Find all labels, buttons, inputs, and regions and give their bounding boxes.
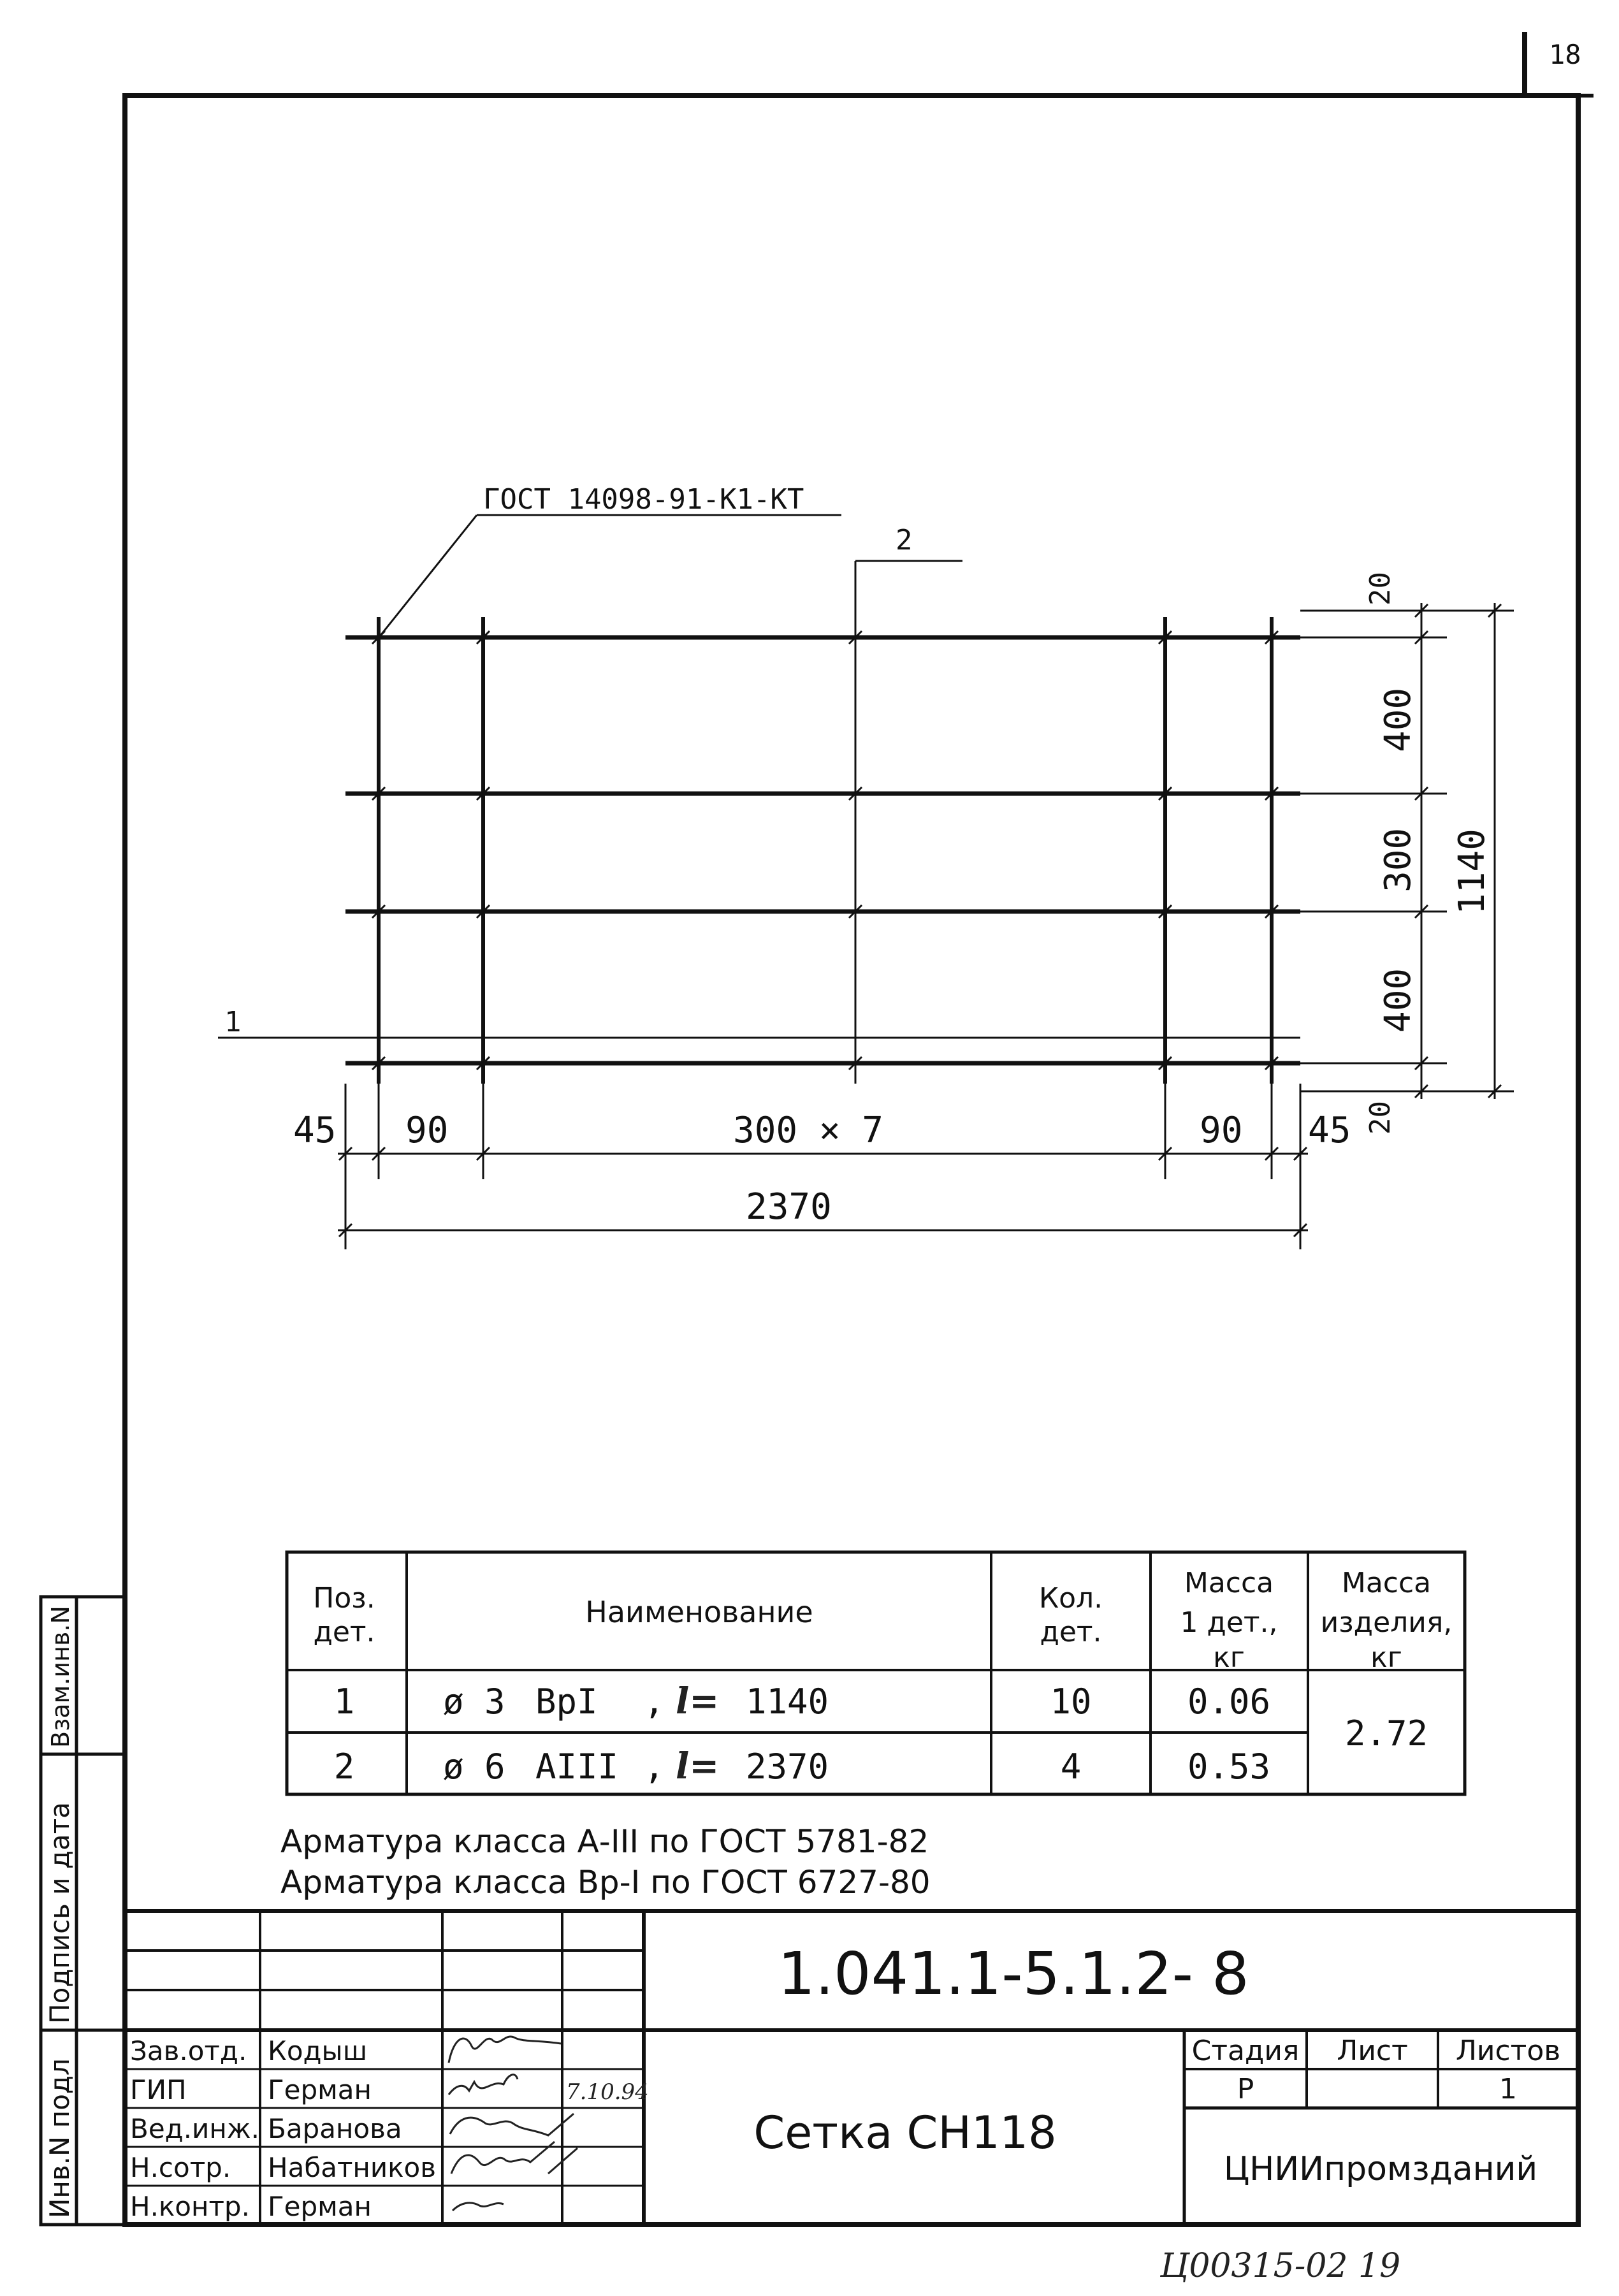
row2-len: 2370 — [746, 1747, 829, 1787]
date-chief-engineer: 7.10.94 — [566, 2079, 649, 2105]
dim-v2: 300 — [1377, 827, 1419, 892]
name-lead-engineer: Баранова — [268, 2113, 402, 2144]
row1-class: ВрI — [535, 1682, 598, 1722]
sheets-value: 1 — [1499, 2073, 1517, 2105]
th-pos-2: дет. — [313, 1616, 375, 1648]
th-mass-total-3: кг — [1370, 1641, 1402, 1674]
th-qty-2: дет. — [1040, 1616, 1102, 1648]
weld-note-leader — [380, 515, 477, 636]
role-researcher: Н.сотр. — [130, 2152, 231, 2183]
signature-norm-control — [453, 2203, 504, 2211]
th-mass-one-3: кг — [1213, 1641, 1245, 1674]
role-chief-engineer: ГИП — [130, 2074, 187, 2105]
name-head-dept: Кодыш — [268, 2035, 368, 2067]
dim-right-edge: 45 — [1308, 1110, 1351, 1151]
signatures — [449, 2037, 577, 2211]
page-number: 18 — [1549, 39, 1581, 70]
row2-mass: 0.53 — [1187, 1747, 1271, 1787]
doc-designation: 1.041.1-5.1.2- 8 — [778, 1940, 1249, 2008]
signature-lead-engineer — [450, 2114, 574, 2135]
dim-top-edge: 20 — [1364, 572, 1397, 606]
th-qty-1: Кол. — [1038, 1582, 1103, 1615]
weld-note: ГОСТ 14098-91-К1-КТ — [483, 483, 804, 516]
stage-label: Стадия — [1191, 2035, 1300, 2067]
th-mass-total-2: изделия, — [1320, 1606, 1453, 1639]
role-head-dept: Зав.отд. — [130, 2035, 247, 2067]
name-researcher: Набатников — [268, 2152, 436, 2183]
note-a3: Арматура класса А-III по ГОСТ 5781-82 — [280, 1823, 929, 1860]
note-bp1: Арматура класса Вр-I по ГОСТ 6727-80 — [280, 1864, 931, 1901]
row1-qty: 10 — [1050, 1682, 1092, 1722]
th-mass-total-1: Масса — [1341, 1567, 1432, 1599]
role-lead-engineer: Вед.инж. — [130, 2113, 259, 2144]
row1-dia: ø 3 — [443, 1682, 505, 1722]
row2-class: AIII — [535, 1747, 619, 1787]
total-mass: 2.72 — [1344, 1713, 1428, 1754]
row1-separator: , — [644, 1682, 665, 1722]
signature-chief-engineer — [449, 2075, 518, 2095]
row1-len-label: l= — [676, 1680, 720, 1722]
sheet-label: Лист — [1337, 2035, 1408, 2067]
th-name: Наименование — [585, 1595, 813, 1629]
th-mass-one-1: Масса — [1184, 1567, 1274, 1599]
stamp-orig-inv: Инв.N подл — [44, 2058, 75, 2218]
organization: ЦНИИпромзданий — [1223, 2150, 1538, 2188]
dim-total-height: 1140 — [1451, 829, 1493, 915]
dim-left-gap: 90 — [405, 1110, 449, 1151]
dim-v1: 400 — [1377, 687, 1419, 752]
mesh-drawing — [218, 515, 1300, 1084]
row1-pos: 1 — [333, 1682, 355, 1722]
row2-qty: 4 — [1060, 1747, 1082, 1787]
sheets-label: Листов — [1455, 2035, 1561, 2067]
name-norm-control: Герман — [268, 2191, 372, 2222]
pos-2-label: 2 — [896, 524, 913, 556]
dim-left-edge: 45 — [293, 1110, 337, 1151]
row2-pos: 2 — [333, 1747, 355, 1787]
row2-separator: , — [644, 1747, 665, 1787]
row2-dia: ø 6 — [443, 1747, 505, 1787]
stamp-sign-date: Подпись и дата — [44, 1802, 75, 2024]
th-mass-one-2: 1 дет., — [1180, 1606, 1278, 1639]
th-pos-1: Поз. — [313, 1582, 375, 1615]
row1-len: 1140 — [746, 1682, 829, 1722]
row1-mass: 0.06 — [1187, 1682, 1271, 1722]
dim-bottom-edge: 20 — [1364, 1101, 1397, 1135]
dim-v3: 400 — [1377, 968, 1419, 1033]
name-chief-engineer: Герман — [268, 2074, 372, 2105]
dim-middle: 300 × 7 — [733, 1110, 884, 1151]
dim-right-gap: 90 — [1200, 1110, 1243, 1151]
signature-head-dept — [449, 2037, 561, 2063]
stage-value: Р — [1237, 2073, 1254, 2105]
pos-1-label: 1 — [224, 1006, 242, 1038]
dim-total-width: 2370 — [746, 1186, 832, 1228]
archive-mark: Ц00315-02 19 — [1160, 2247, 1401, 2285]
stamp-replace-inv: Взам.инв.N — [47, 1606, 75, 1748]
doc-title: Сетка СН118 — [753, 2107, 1057, 2159]
role-norm-control: Н.контр. — [130, 2191, 250, 2222]
row2-len-label: l= — [676, 1745, 720, 1787]
